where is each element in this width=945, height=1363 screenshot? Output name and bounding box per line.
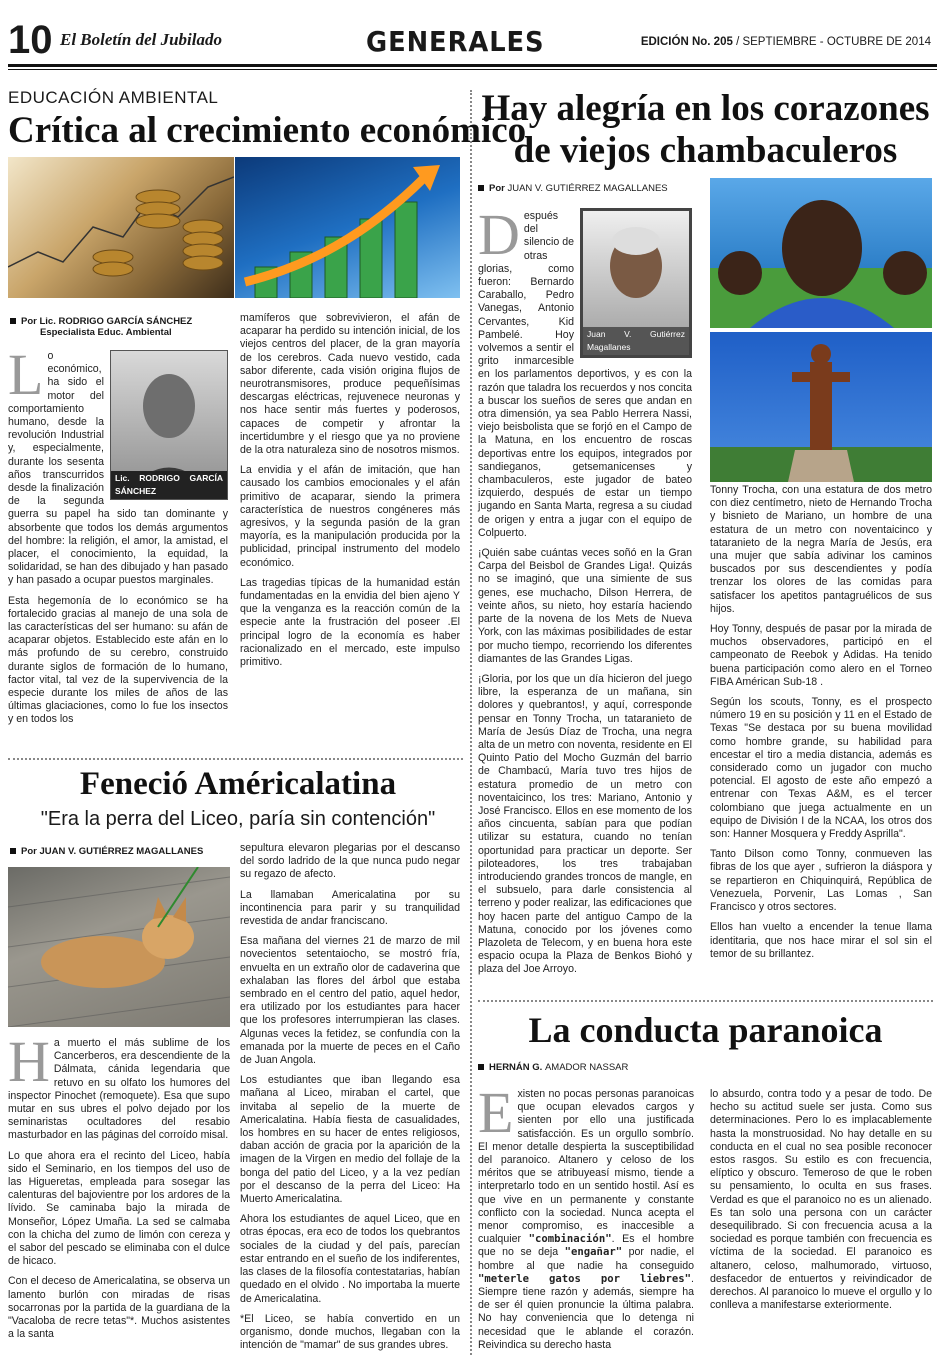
growth-arrow-photo <box>235 157 460 298</box>
byline-bullet-icon <box>478 185 484 191</box>
article4-byline <box>478 1062 628 1073</box>
article3-paragraph: Hoy Tonny, después de pasar por la mirada de muchos observadores, participó en el campeonato de Reebok y Adidas. Ha tenido buena participación como alero en el Torneo FIBA Américan Sub-18 . <box>710 623 932 688</box>
byline-author-surname: AMADOR NASSAR <box>544 1062 629 1073</box>
article2-paragraph: Esa mañana del viernes 21 de marzo de mil novecientos setentaiocho, se mostró fría, envuelta en un extraño olor de cadaverina que exhalaban las flores del árbol que estaba sembrado en el centro del patio, aquel hedor, era utilizado por los estudiantes para hacer que los profesores interrumpieran las clases. Algunas veces la fetidez, se confundía con la emanada por la muerte de peces en el Caño de Juan Angola. <box>240 935 460 1067</box>
article1-author-photo <box>110 350 228 500</box>
byline-bullet-icon <box>10 318 16 324</box>
article3-paragraph: ¡Quién sabe cuántas veces soñó en la Gran Carpa del Beisbol de Grandes Liga!. Quizás no se imaginó, que una simiente de sus genes, ese muchacho, Dilson Herrera, de veinte años, su nieto, hoy estaría haciendo parte de la novena de los Mets de Nueva York, con las máximas posibilidades de estar por mucho tiempo, recorriendo los diferentes diamantes de las Grandes Ligas. <box>478 547 692 665</box>
byline-prefix: Por <box>489 183 505 194</box>
article3-paragraph: Tonny Trocha, con una estatura de dos metro con diez centímetro, nieto de Hernando Trocha y bisnieto de Mariano, un hombre de una estatura de un metro con noventaicinco y tataranieto de la negra María de Jesús, era una mujer que sabía adivinar los caminos buscados por sus descendientes y podía trenzar los olores de las comidas para satisfacer los apetitos pantagruélicos de sus hijos. <box>710 484 932 615</box>
article2-paragraph: Ahora los estudiantes de aquel Liceo, que en otras épocas, era eco de todos los quebrantos sociales de la ciudad y del país, parecían estar entrando en el sueño de los indiferentes, las clases de la filosofía contestatarias, habían quedado en el olvido . No importaba la muerte de Americalatina. <box>240 1213 460 1305</box>
article2-paragraph: Con el deceso de Americalatina, se observa un lamento burlón con miradas de risas socarronas por la partida de la guardiana de la "Vacaloba de recre tetas"*. Muchos asistentes a la santa <box>8 1275 230 1341</box>
article1-paragraph: Las tragedias típicas de la humanidad están fundamentadas en la envidia del bien ajeno Y que la venganza es la reacción común de la especie ante la frustración del poseer .El principal logro de la economía es haber racionalizado en el mercado, este impulso primitivo. <box>240 576 460 669</box>
article4-text: por nadie, el hombre al que nadie ha conseguido <box>478 1246 694 1272</box>
article4-headline: La conducta paranoica <box>528 1010 883 1050</box>
byline-prefix: Por Lic. <box>21 316 56 327</box>
article3-byline <box>478 183 668 194</box>
article2-subhead: "Era la perra del Liceo, paría sin contención" <box>40 808 436 830</box>
article2-headline: Feneció Américalatina <box>79 766 397 802</box>
byline-prefix: Por <box>21 846 37 857</box>
author-photo-caption: Juan V. Gutiérrez Magallanes <box>583 327 689 355</box>
byline-author: JUAN V. GUTIÉRREZ MAGALLANES <box>507 183 668 194</box>
article4-column-1 <box>478 1080 694 1359</box>
article1-author-role: Especialista Educ. Ambiental <box>40 327 172 338</box>
emphasis-text: "engañar" <box>564 1246 623 1259</box>
article2-paragraph: Los estudiantes que iban llegando esa mañana al Liceo, miraban el cartel, que invitaba al sepelio de la muerte de Americalatina. Había fiesta de casualidades, los hombres en su hacer de entes religiosos, daban acción de gracia por la aparición de la imagen de la Virgen en medio del follaje de la bonga del patio del Liceo, y a la vez pedían por el descanso de la perra del Liceo: Ha Muerto Americalatina. <box>240 1074 460 1206</box>
author-photo-caption: Lic. RODRIGO GARCÍA SÁNCHEZ <box>111 471 227 499</box>
article4-lead-paragraph: xisten no pocas personas paranoicas que ocupan elevados cargos y sienten por ello una justificada satisfacción. Es un orgullo sombrío. El menor detalle despierta la susceptibilidad del paranoico. Altanero y celoso de los méritos que se atribuyeasí mismo, tiende a interpretarlo todo en un sentido hostil. Así es que vive en un permanente y constante conflicto con la sociedad. Nunca acepta el menor compromiso, es inaccesible a cualquier <box>478 1088 694 1246</box>
statue-photo <box>710 332 932 482</box>
article2-paragraph: *El Liceo, se había convertido en un organismo, donde muchos, llegaban con la intención de "mamar" de sus grandes ubres. <box>240 1312 460 1352</box>
article2-byline <box>10 846 203 857</box>
dropcap-letter: E <box>478 1080 514 1145</box>
byline-author: RODRIGO GARCÍA SÁNCHEZ <box>58 316 193 327</box>
growth-bars-illustration <box>235 157 460 298</box>
article1-paragraph: Esta hegemonía de lo económico se ha fortalecido gracias al manejo de una sola de las características del ser humano: su afán de acaparar objetos. Establecido este afán en lo más profundo de su cerebro, construido durante siglos de formación de lo humano, factor vital, tal vez de la supervivencia de la especie durante los miles de años de las últimas glaciaciones, como lo fue los insectos y en todos los <box>8 594 228 726</box>
article3-paragraph: Según los scouts, Tonny, es el prospecto número 19 en su posición y 11 en el Estado de Texas "Se destaca por su buena movilidad como hombre grande, su habilidad para encestar el tiro a media distancia, además es considerado como un jugador con mucho potencial. El agosto de este año empezó a entrenar con Texas A&M, es el tercer colombiano que juega actualmente en un equipo de División I de la NCAA, los otros dos son: Hanner Mosquera y Freddy Asprilla". <box>710 696 932 841</box>
article2-paragraph: La llamaban Americalatina por su incontinencia para parir y su tranquilidad revestida de andar franciscano. <box>240 888 460 928</box>
coins-graph-illustration <box>8 157 234 298</box>
dropcap-letter: H <box>8 1029 50 1094</box>
dropcap-letter: D <box>478 202 520 267</box>
dog-illustration <box>8 867 230 1027</box>
article4-paragraph: lo absurdo, contra todo y a pesar de todo. De hecho su actitud suele ser justa. Como sus determinaciones. Pero lo es implacablemente hasta la monstruosidad. No hay detalle en su conducta en el cual no sea posible reconocer estos rasgos. Su estilo es con frecuencia, elíptico y obscuro. Temeroso de que le roben su pensamiento, lo oculta en sus frases. Verdad es que el paranoico no es un alienado. Es tan solo una persona con un carácter desequilibrado. Si con frecuencia acusa a la sociedad es porque también con frecuencia es víctima de la sociedad. El paranoico es altanero, celoso, malhumorado, virtuoso, desfacedor de entuertos y reivindicador de derechos. Al paranoico lo mueve el orgullo y lo conlleva a manifestarse exteriormente. <box>710 1088 932 1312</box>
article2-column-1 <box>8 1029 230 1348</box>
edition-info <box>641 36 931 48</box>
article3-headline <box>478 88 933 172</box>
publication-name: El Boletín del Jubilado <box>60 30 222 49</box>
article-divider <box>478 1000 933 1002</box>
article2-column-2 <box>240 842 460 1359</box>
article2-paragraph: sepultura elevaron plegarias por el descanso del sordo ladrido de la que nunca pudo negar su regazo de afecto. <box>240 842 460 881</box>
article3-paragraph: Tanto Dilson como Tonny, conmueven las fibras de los que ayer , sufrieron la diáspora y se repartieron en Chiquinquirá, República de Venezuela, Porvenir, Las Lomas , San Francisco y otros sectores. <box>710 848 932 914</box>
article3-headline-line: Hay alegría en los corazones <box>481 88 930 129</box>
byline-bullet-icon <box>10 848 16 854</box>
article3-column-1 <box>478 202 692 984</box>
article2-lead-paragraph: a muerto el más sublime de los Cancerberos, era descendiente de la Dálmata, cánida legendaria que retuvo en su olfato los humores del inspector Pinochet (remoquete). Esa que supo mutar en sus ubres el polvo dejado por los seminaristas ocultadores del resabio masturbador en las páginas del corroído misal. <box>8 1037 230 1142</box>
article4-text: . Siempre tiene razón y además, siempre ha de ser él quien pronuncie la última palabra. No hay conveniencia que lo detenga ni necesidad que le ablande el corazón. Reivindica su derecho hasta <box>478 1272 694 1351</box>
article1-headline: Crítica al crecimiento económico <box>8 110 527 151</box>
article1-lead-paragraph: o económico, ha sido el motor del comportamiento humano, desde la revolución Industrial y, especialmente, durante los sesenta años transcurridos desde la finalización de la segunda guerra su papel ha sido tan dominante y absorbente que todos los demás argumentos del hombre: la religión, el amor, la amistad, el placer, el conocimiento, la equidad, la solidaridad, se han des dibujado y han pasado y han pasado a ocupar puestos marginales. <box>8 350 228 587</box>
article1-paragraph: mamíferos que sobrevivieron, el afán de acaparar ha perdido su intención inicial, de los viejos centros del placer, de la gran mayoría de los cerebros. Cada nuevo vestido, cada sabor diferente, cada visión origina flujos de neurotransmisores, produce pequeñísimas descargas eléctricas, rejuvenece neuronas y nos hace sentir más fuertes y poderosos, capaces de competir y afrontar la incertidumbre y el riesgo que ya no proviene de la otra naturaleza sino de nosotros mismos. <box>240 312 460 457</box>
article1-paragraph: La envidia y el afán de imitación, que han causado los cambios emocionales y el afán primitivo de acaparar, siendo la primera característica de nuestros congéneres más agresivos, y la segunda pasión de la gran mayoría, es la manipulación producida por la publicidad, principal instrumento del modelo económico. <box>240 464 460 569</box>
article3-paragraph: Ellos han vuelto a encender la tenue llama identitaria, que nos hace mirar el sol sin el temor de su brillantez. <box>710 921 932 960</box>
byline-bullet-icon <box>478 1064 484 1070</box>
article1-column-2 <box>240 312 460 676</box>
column-divider <box>470 90 472 1355</box>
section-title: GENERALES <box>366 25 545 58</box>
boxer-photo <box>710 178 932 328</box>
byline-author: HERNÁN G. <box>489 1062 543 1073</box>
edition-label: EDICIÓN <box>640 36 689 48</box>
article4-text: . Es el hombre que no se deja <box>478 1233 694 1259</box>
article3-lead-paragraph: espués del silencio de otras glorias, como fueron: Bernardo Caraballo, Pedro Vanegas, Antonio Cervantes, Kid Pambelé. Hoy volvemos a sentir el grito inmarcesible en los parlamentos deportivos, y es con la razón que taladra los recuerdos y nos concita a buscar los sueños de seres que andan en otra dimensión, ya sea Pablo Herrera Nassi, viejo beisbolista que se forjó en el Campo de la Matuna, en los encuentro de roscas deportivas entre los equipos, integrados por sandieganos, getsemanicenses y chambaculeros, este jugador de bateo izquierdo, después de estar un tiempo jugando en Santa Marta, regresa a su ciudad de origen y entra a jugar con el equipo de Colpuerto. <box>478 210 692 539</box>
boxer-portrait-illustration <box>710 178 932 328</box>
article4-column-2 <box>710 1088 932 1319</box>
statue-illustration <box>710 332 932 482</box>
coins-chart-photo <box>8 157 234 298</box>
article3-headline-line: de viejos chambaculeros <box>513 130 898 171</box>
emphasis-text: "combinación" <box>528 1233 612 1246</box>
article1-byline <box>10 316 192 327</box>
emphasis-text: "meterle gatos por liebres" <box>478 1272 692 1285</box>
article1-kicker: EDUCACIÓN AMBIENTAL <box>8 88 219 107</box>
edition-date: / SEPTIEMBRE - OCTUBRE DE 2014 <box>736 36 931 48</box>
byline-author: JUAN V. GUTIÉRREZ MAGALLANES <box>39 846 204 857</box>
masthead-rule <box>8 64 937 67</box>
article-divider <box>8 758 463 760</box>
dropcap-letter: L <box>8 342 44 407</box>
masthead-rule-thin <box>8 69 937 70</box>
article1-column-1 <box>8 342 228 734</box>
edition-number: No. 205 <box>691 36 733 48</box>
page-number: 10 <box>8 18 53 62</box>
dog-photo <box>8 867 230 1027</box>
article2-paragraph: Lo que ahora era el recinto del Liceo, había sido el Seminario, en los tiempos del uso de las Higueretas, empleada para sosegar las calenturas del bajovientre por los ardores de la lívido. Se caminaba bajo la mirada de Monseñor, López Umaña. La sed se calmaba con la chicha del zumo de limón con cereza y el sabor del pescado se eliminaba con el dulce de hicaco. <box>8 1149 230 1268</box>
article3-author-photo <box>580 208 692 358</box>
article3-paragraph: ¡Gloria, por los que un día hicieron del juego libre, la esperanza de un mañana, sin dolores y quebrantos!, y aquí, corresponde pensar en Tonny Trocha, un tataranieto de María de Jesús Díaz de Trocha, una negra alta de un metro con noventa, residente en El Quinto Patio del Mocho Guzmán del barrio de Chambacú, María tuvo tres hijos de estatura promedio de un metro con noventaicinco, los tres: Mariano, Antonio y José Francisco. Ellos en ese momento de los años cincuenta, sabían para que podían utilizar su estatura, cuando no tenían oportunidad para practicar un deporte. Ser piloteadores, los tres trabajaban introduciendo grandes troncos de mangle, en el subsuelo, para darle consistencia al terreno y poder realizar, las edificaciones que hoy hacen parte del antiguo Campo de la Matuna, conocido por los jóvenes como Plazoleta de Telecom, y en buena hora este espacio ocupa la Plaza de Benkos Biohó y plaza del Joe Arroyo. <box>478 672 692 976</box>
article3-column-2 <box>710 484 932 968</box>
